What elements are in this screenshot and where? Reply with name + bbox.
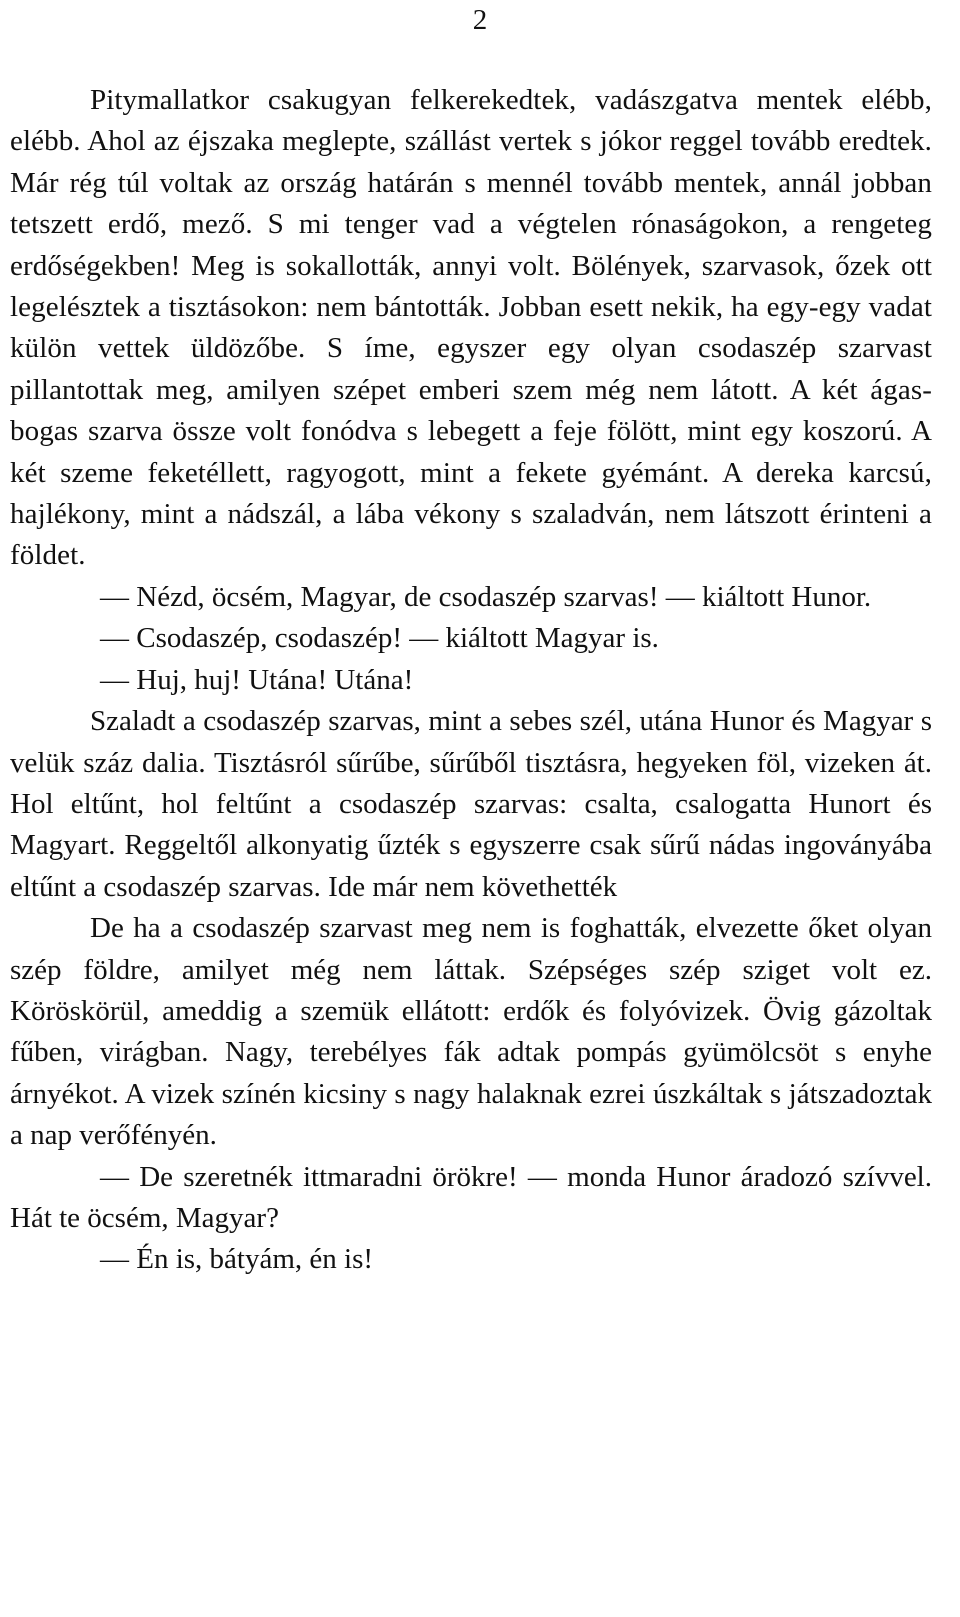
- dialogue-paragraph: — Huj, huj! Utána! Utána!: [100, 663, 414, 696]
- paragraph: Szaladt a csodaszép szarvas, mint a sebes szél, utána Hunor és Magyar s velük száz dalia. Tisztásról sűrűbe, sűrűből tisztásra, hegyeken föl, vizeken át. Hol eltűnt, hol feltűnt a csodaszép szarvas: csalta, csalogatta Hunort és Magyart. Reggeltől alkonyatig űzték s egyszerre csak sűrű nádas ingoványába eltűnt a csodaszép szarvas. Ide már nem követhették: [10, 705, 932, 903]
- dialogue-paragraph: — Nézd, öcsém, Magyar, de csodaszép szarvas! — kiáltott Hunor.: [100, 580, 872, 613]
- dialogue-paragraph: — De szeretnék ittmaradni örökre! — monda Hunor áradozó szívvel. Hát te öcsém, Magyar?: [10, 1160, 932, 1234]
- paragraph: Pitymallatkor csakugyan felkerekedtek, vadászgatva mentek elébb, elébb. Ahol az éjszaka meglepte, szállást vertek s jókor reggel tovább eredtek. Már rég túl voltak az ország határán s mennél tovább mentek, annál jobban tetszett erdő, mező. S mi tenger vad a végtelen rónaságokon, a rengeteg erdőségekben! Meg is sokallották, annyi volt. Bölények, szarvasok, őzek ott legelésztek a tisztásokon: nem bántották. Jobban esett nekik, ha egy-egy vadat külön vettek üldözőbe. S íme, egyszer egy olyan csodaszép szarvast pillantottak meg, amilyen szépet emberi szem még nem látott. A két ágas-bogas szarva össze volt fonódva s lebegett a feje fölött, mint egy koszorú. A két szeme feketéllett, ragyogott, mint a fekete gyémánt. A dereka karcsú, hajlékony, mint a nádszál, a lába vékony s szaladván, nem látszott érinteni a földet.: [10, 84, 932, 572]
- dialogue-paragraph: — Én is, bátyám, én is!: [100, 1243, 374, 1276]
- body-text: [10, 80, 932, 1281]
- dialogue-paragraph: — Csodaszép, csodaszép! — kiáltott Magyar is.: [100, 622, 659, 655]
- page-number: 2: [472, 4, 488, 36]
- paragraph: De ha a csodaszép szarvast meg nem is foghatták, elvezette őket olyan szép földre, amilyet még nem láttak. Szépséges szép sziget volt ez. Köröskörül, ameddig a szemük ellátott: erdők és folyóvizek. Övig gázoltak fűben, virágban. Nagy, terebélyes fák adtak pompás gyümölcsöt s enyhe árnyékot. A vizek színén kicsiny s nagy halaknak ezrei úszkáltak s játszadoztak a nap verőfényén.: [10, 912, 932, 1152]
